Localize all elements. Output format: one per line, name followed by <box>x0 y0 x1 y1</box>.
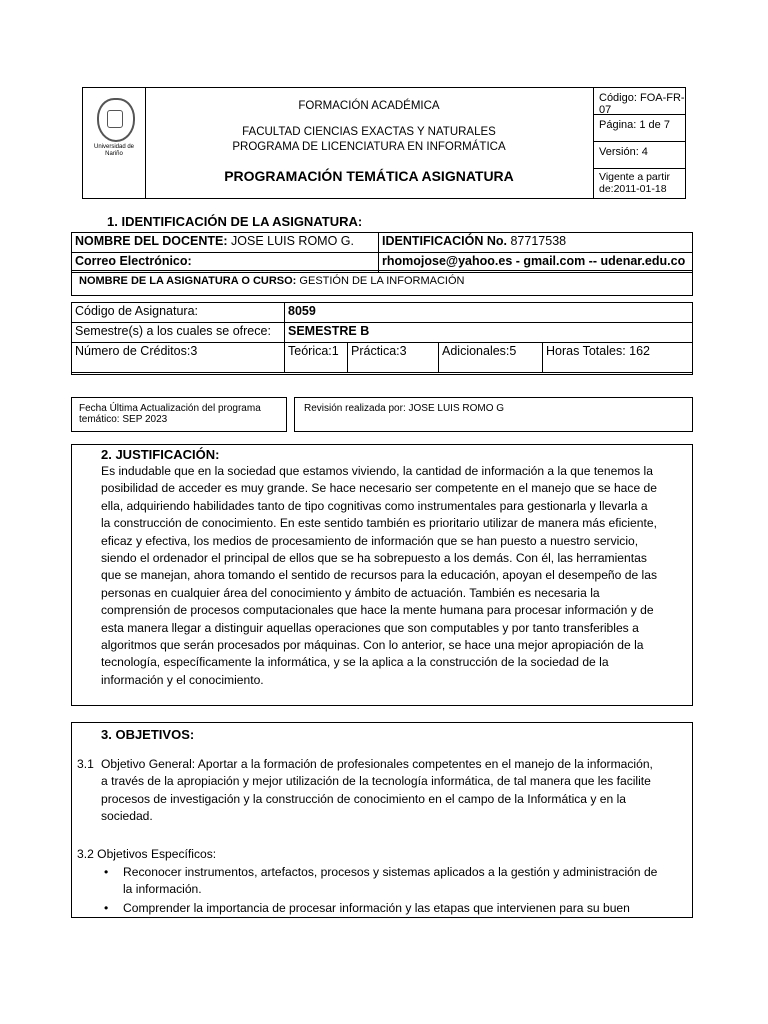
asignatura-row <box>71 270 693 296</box>
asignatura-label: NOMBRE DE LA ASIGNATURA O CURSO: <box>79 275 297 287</box>
justificacion-box <box>71 444 693 706</box>
justificacion-line: la construcción de conocimiento. En este sentido también es prioritario utilizar de manera más eficiente, <box>101 516 657 531</box>
section-2-heading: 2. JUSTIFICACIÓN: <box>101 447 220 462</box>
correo-label: Correo Electrónico: <box>75 254 192 268</box>
teorica-cell: Teórica:1 <box>285 343 348 373</box>
identificacion-label: IDENTIFICACIÓN No. <box>382 234 507 248</box>
codigo-value-cell <box>285 303 693 323</box>
justificacion-line: ella, adquiriendo habilidades tanto de tipo cognitivas como instrumentales para gestionarla y llevarla a <box>101 498 648 513</box>
codigo-value: 8059 <box>288 304 316 318</box>
docente-cell <box>72 233 379 253</box>
fecha-actualizacion-box <box>71 397 287 432</box>
practica-cell: Práctica:3 <box>348 343 439 373</box>
objetivo-especifico-line: la información. <box>123 882 202 897</box>
revision-box <box>294 397 693 432</box>
asignatura-details-table <box>71 302 693 373</box>
justificacion-line: Es indudable que en la sociedad que estamos viviendo, la cantidad de información a la que tenemos la <box>101 464 653 478</box>
header-line-facultad: FACULTAD CIENCIAS EXACTAS Y NATURALES <box>242 126 496 138</box>
meta-pagina: Página: 1 de 7 <box>593 115 685 142</box>
justificacion-line: posibilidad de acceder es muy grande. Se hace necesario ser competente en el manejo que se hace de <box>101 481 657 496</box>
fecha-actualizacion-line2: temático: SEP 2023 <box>79 414 168 425</box>
objetivo-especifico-line: Reconocer instrumentos, artefactos, procesos y sistemas aplicados a la gestión y administración de <box>123 865 658 879</box>
section-1-heading: 1. IDENTIFICACIÓN DE LA ASIGNATURA: <box>107 214 363 229</box>
justificacion-line: eficaz y efectiva, los medios de procesamiento de información que se han puesto a nuestro servicio, <box>101 533 639 548</box>
objetivo-general-number: 3.1 <box>77 757 94 771</box>
bullet-icon: • <box>104 901 109 915</box>
objetivo-especifico-2: Comprender la importancia de procesar información y las etapas que intervienen para su buen <box>123 901 630 915</box>
document-title: PROGRAMACIÓN TEMÁTICA ASIGNATURA <box>224 168 514 184</box>
section-3-heading: 3. OBJETIVOS: <box>101 727 195 742</box>
justificacion-line: que se manejan, ahora tomando el sentido de recursos para la educación, apoyan el desempeño de las <box>101 568 658 583</box>
justificacion-line: esta manera llegar a distinguir aquellas operaciones que son computables y por tanto transferibles a <box>101 620 639 635</box>
meta-version: Versión: 4 <box>593 142 685 169</box>
objetivo-general-line: Objetivo General: Aportar a la formación de profesionales competentes en el manejo de la información, <box>101 757 653 771</box>
semestre-value: SEMESTRE B <box>288 324 370 338</box>
semestre-label: Semestre(s) a los cuales se ofrece: <box>72 323 285 343</box>
fecha-actualizacion-line1: Fecha Última Actualización del programa <box>79 403 261 414</box>
justificacion-line: personas en cualquier área del conocimiento y ámbito de actuación. También es necesaria la <box>101 585 600 600</box>
docente-table <box>71 232 693 273</box>
identificacion-cell <box>379 233 693 253</box>
justificacion-line: comprensión de procesos computacionales que hace la mente humana para procesar información y de <box>101 603 654 618</box>
document-header <box>82 87 686 199</box>
header-line-programa: PROGRAMA DE LICENCIATURA EN INFORMÁTICA <box>232 141 506 153</box>
codigo-label: Código de Asignatura: <box>72 303 285 323</box>
justificacion-line: información y el conocimiento. <box>101 672 264 687</box>
horas-cell: Horas Totales: 162 <box>543 343 693 373</box>
university-logo-text: Universidad de Nariño <box>93 144 135 157</box>
objetivos-especificos-label: 3.2 Objetivos Específicos: <box>77 847 217 861</box>
objetivo-general-text <box>101 756 691 826</box>
objetivo-especifico-1 <box>123 864 693 899</box>
asignatura-value: GESTIÓN DE LA INFORMACIÓN <box>299 275 465 287</box>
logo-cell <box>83 88 146 198</box>
objetivo-general-line: sociedad. <box>101 809 153 824</box>
bullet-icon: • <box>104 865 109 879</box>
semestre-value-cell <box>285 323 693 343</box>
meta-vigente: Vigente a partir de:2011-01-18 <box>599 171 671 195</box>
objetivo-general-line: procesos de investigación y la construcción de conocimiento en el campo de la Informática y en la <box>101 791 627 806</box>
adicionales-cell: Adicionales:5 <box>439 343 543 373</box>
university-seal-icon <box>97 98 135 142</box>
identificacion-value: 87717538 <box>510 234 567 248</box>
meta-codigo: Código: FOA-FR-07 <box>593 88 685 115</box>
header-line-formacion: FORMACIÓN ACADÉMICA <box>298 100 440 112</box>
correo-value: rhomojose@yahoo.es - gmail.com -- udenar.edu.co <box>382 254 686 268</box>
justificacion-text <box>101 463 691 689</box>
creditos-cell: Número de Créditos:3 <box>72 343 285 373</box>
docente-value: JOSE LUIS ROMO G. <box>231 234 354 248</box>
justificacion-line: algoritmos que serán procesados por máquinas. Con lo anterior, se hace una mejor apropiación de la <box>101 638 644 653</box>
revision-text: Revisión realizada por: JOSE LUIS ROMO G <box>304 403 505 414</box>
header-titles <box>145 88 594 198</box>
justificacion-line: tecnología, específicamente la informática, y se la aplica a la construcción de la sociedad de la <box>101 655 609 670</box>
objetivos-box <box>71 722 693 918</box>
objetivo-general-line: a través de la apropiación y mejor utilización de la tecnología informática, de tal manera que les facilite <box>101 774 651 789</box>
header-meta <box>593 88 685 198</box>
justificacion-line: siendo el ordenador el principal de ellos que se ha sobrepuesto a los demás. Con él, las herramientas <box>101 551 647 566</box>
docente-label: NOMBRE DEL DOCENTE: <box>75 234 228 248</box>
